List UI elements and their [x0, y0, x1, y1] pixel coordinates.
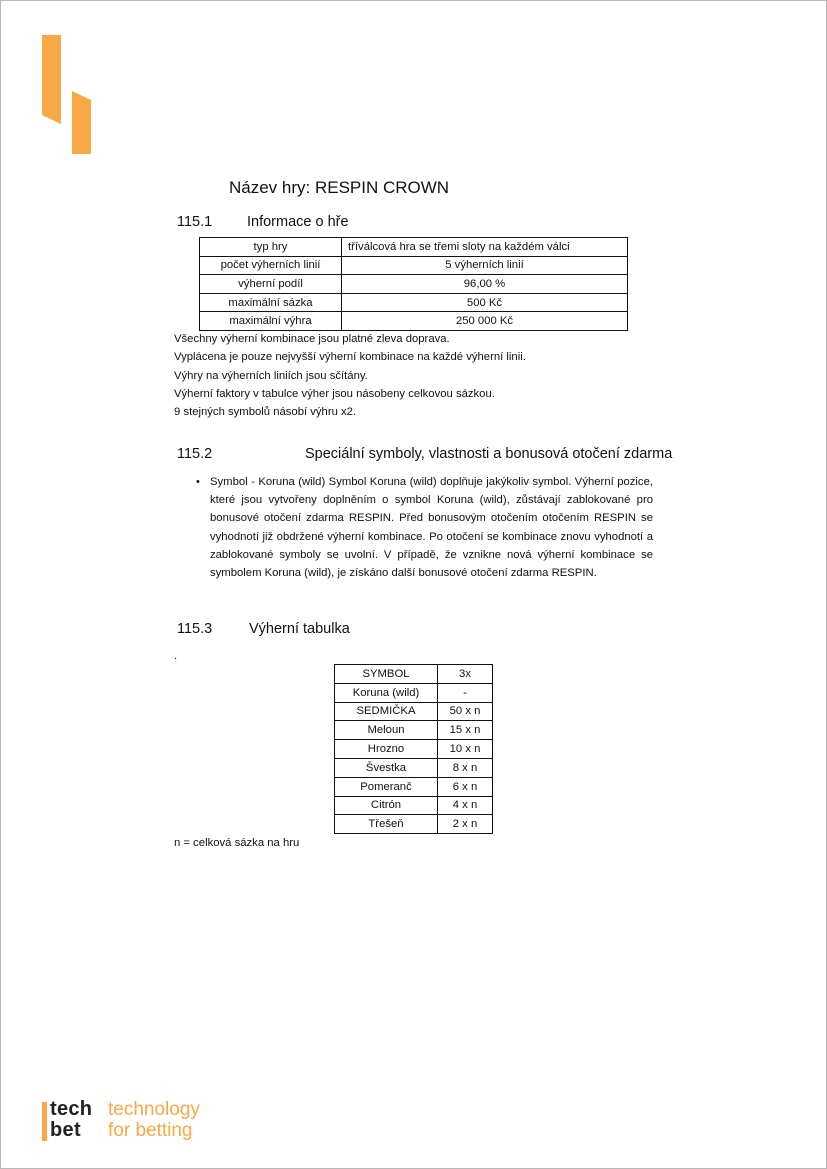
section-1-heading: Informace o hře [247, 214, 349, 230]
techbet-footer-logo [41, 1100, 241, 1146]
info-value: tříválcová hra se třemi sloty na každém válci [342, 238, 628, 257]
bullet-glyph: • [196, 476, 200, 488]
table-row [200, 256, 628, 275]
stray-dot: . [174, 650, 178, 662]
symbol-cell: Třešeň [335, 815, 438, 834]
column-header-3x: 3x [438, 665, 493, 684]
logo-word-tech: tech [50, 1098, 93, 1120]
table-row [200, 275, 628, 294]
logo-tagline-1: technology [108, 1099, 200, 1120]
payout-cell: 4 x n [438, 796, 493, 815]
rule-line: Výhry na výherních liniích jsou sčítány. [174, 370, 368, 382]
payout-cell: 6 x n [438, 777, 493, 796]
section-3-number: 115.3 [177, 621, 213, 637]
table-row [335, 758, 493, 777]
payout-cell: 15 x n [438, 721, 493, 740]
payout-cell: 10 x n [438, 740, 493, 759]
section-2-number: 115.2 [177, 446, 213, 462]
symbol-cell: Koruna (wild) [335, 683, 438, 702]
info-key: typ hry [200, 238, 342, 257]
payout-cell: 50 x n [438, 702, 493, 721]
table-row [335, 777, 493, 796]
info-key: maximální výhra [200, 312, 342, 331]
paytable-note: n = celková sázka na hru [174, 837, 300, 849]
symbol-cell: Meloun [335, 721, 438, 740]
symbol-cell: Švestka [335, 758, 438, 777]
table-row [200, 312, 628, 331]
info-value: 250 000 Kč [342, 312, 628, 331]
table-header-row [335, 665, 493, 684]
symbol-cell: Citrón [335, 796, 438, 815]
column-header-symbol: SYMBOL [335, 665, 438, 684]
info-key: počet výherních linií [200, 256, 342, 275]
table-row [335, 683, 493, 702]
logo-tagline-2: for betting [108, 1120, 193, 1141]
logo-word-bet: bet [50, 1119, 81, 1141]
rule-line: Všechny výherní kombinace jsou platné zleva doprava. [174, 333, 450, 345]
symbol-cell: Hrozno [335, 740, 438, 759]
symbol-cell: SEDMIČKA [335, 702, 438, 721]
rule-line: Výherní faktory v tabulce výher jsou násobeny celkovou sázkou. [174, 388, 495, 400]
rule-line: 9 stejných symbolů násobí výhru x2. [174, 406, 357, 418]
table-row [335, 702, 493, 721]
table-row [200, 238, 628, 257]
section-1-number: 115.1 [177, 214, 213, 230]
symbol-cell: Pomeranč [335, 777, 438, 796]
rule-line: Vyplácena je pouze nejvyšší výherní kombinace na každé výherní linii. [174, 351, 526, 363]
payout-cell: 8 x n [438, 758, 493, 777]
section-3-heading: Výherní tabulka [249, 621, 350, 637]
info-value: 5 výherních linií [342, 256, 628, 275]
info-key: maximální sázka [200, 293, 342, 312]
payout-cell: 2 x n [438, 815, 493, 834]
table-row [335, 740, 493, 759]
table-row [335, 815, 493, 834]
info-value: 96,00 % [342, 275, 628, 294]
wild-symbol-description: Symbol - Koruna (wild) Symbol Koruna (wild) doplňuje jakýkoliv symbol. Výherní pozice, které jsou vytvořeny doplněním o symbol Koruna (wild), zůstávají zablokované pro bonusové otočení zdarma RESPIN. Před bonusovým otočením otočením RESPIN se vyhodnotí již obdržené výherní kombinace. Po otočení se kombinace znovu vyhodnotí a zablokované symboly se uvolní. V případě, že vznikne nová výherní kombinace se symbolem Koruna (wild), je získáno další bonusové otočení zdarma RESPIN. [210, 476, 653, 580]
page-title: Název hry: RESPIN CROWN [229, 178, 450, 197]
info-key: výherní podíl [200, 275, 342, 294]
table-row [335, 796, 493, 815]
section-2-heading: Speciální symboly, vlastnosti a bonusová otočení zdarma [305, 446, 673, 462]
paytable [334, 664, 493, 834]
table-row [200, 293, 628, 312]
techbet-bars-logo-icon [41, 34, 93, 156]
payout-cell: - [438, 683, 493, 702]
info-value: 500 Kč [342, 293, 628, 312]
table-row [335, 721, 493, 740]
logo-bar-icon [42, 1102, 47, 1141]
game-info-table [199, 237, 628, 331]
